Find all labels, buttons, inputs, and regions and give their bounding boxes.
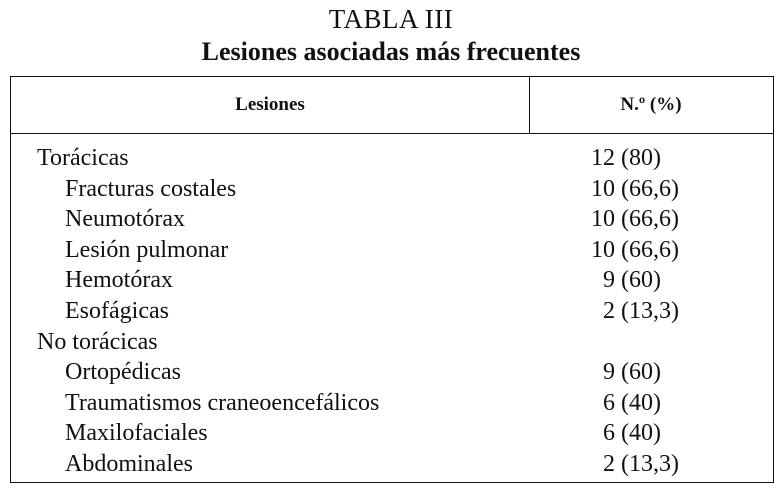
table-row (11, 388, 773, 419)
table-row (11, 265, 773, 296)
row-label: Esofágicas (65, 297, 169, 324)
table-row (11, 204, 773, 235)
table-row (11, 357, 773, 388)
row-label: Torácicas (37, 145, 129, 171)
row-value: 9 (60) (591, 267, 661, 294)
column-header-lesiones: Lesiones (235, 94, 305, 115)
table-body (11, 143, 773, 480)
row-label: Neumotórax (65, 206, 185, 233)
row-label: Maxilofaciales (65, 420, 208, 447)
table-row (11, 174, 773, 205)
table-frame (10, 76, 774, 483)
table-row (11, 418, 773, 449)
row-label: No torácicas (37, 328, 158, 355)
column-header-numero: N.º (%) (620, 94, 682, 115)
table-row (11, 296, 773, 327)
row-value: 10 (66,6) (591, 206, 679, 233)
row-label: Lesión pulmonar (65, 236, 229, 263)
row-value: 10 (66,6) (591, 175, 679, 202)
row-value: 2 (13,3) (591, 297, 679, 324)
row-label: Fracturas costales (65, 175, 237, 202)
row-label: Abdominales (65, 450, 193, 477)
table-row (11, 143, 773, 174)
table-row (11, 235, 773, 266)
row-label: Ortopédicas (65, 359, 181, 386)
row-value: 12 (80) (591, 145, 661, 171)
row-value: 10 (66,6) (591, 236, 679, 263)
row-value: 9 (60) (591, 359, 661, 386)
table-number: TABLA III (328, 4, 454, 34)
row-label: Hemotórax (65, 267, 173, 294)
row-label: Traumatismos craneoencefálicos (65, 389, 380, 416)
row-value: 6 (40) (591, 420, 661, 447)
table-header-row (11, 77, 773, 134)
row-value: 6 (40) (591, 389, 661, 416)
table-caption: Lesiones asociadas más frecuentes (201, 37, 581, 66)
row-value: 2 (13,3) (591, 450, 679, 477)
table-row (11, 327, 773, 358)
table-row (11, 449, 773, 480)
